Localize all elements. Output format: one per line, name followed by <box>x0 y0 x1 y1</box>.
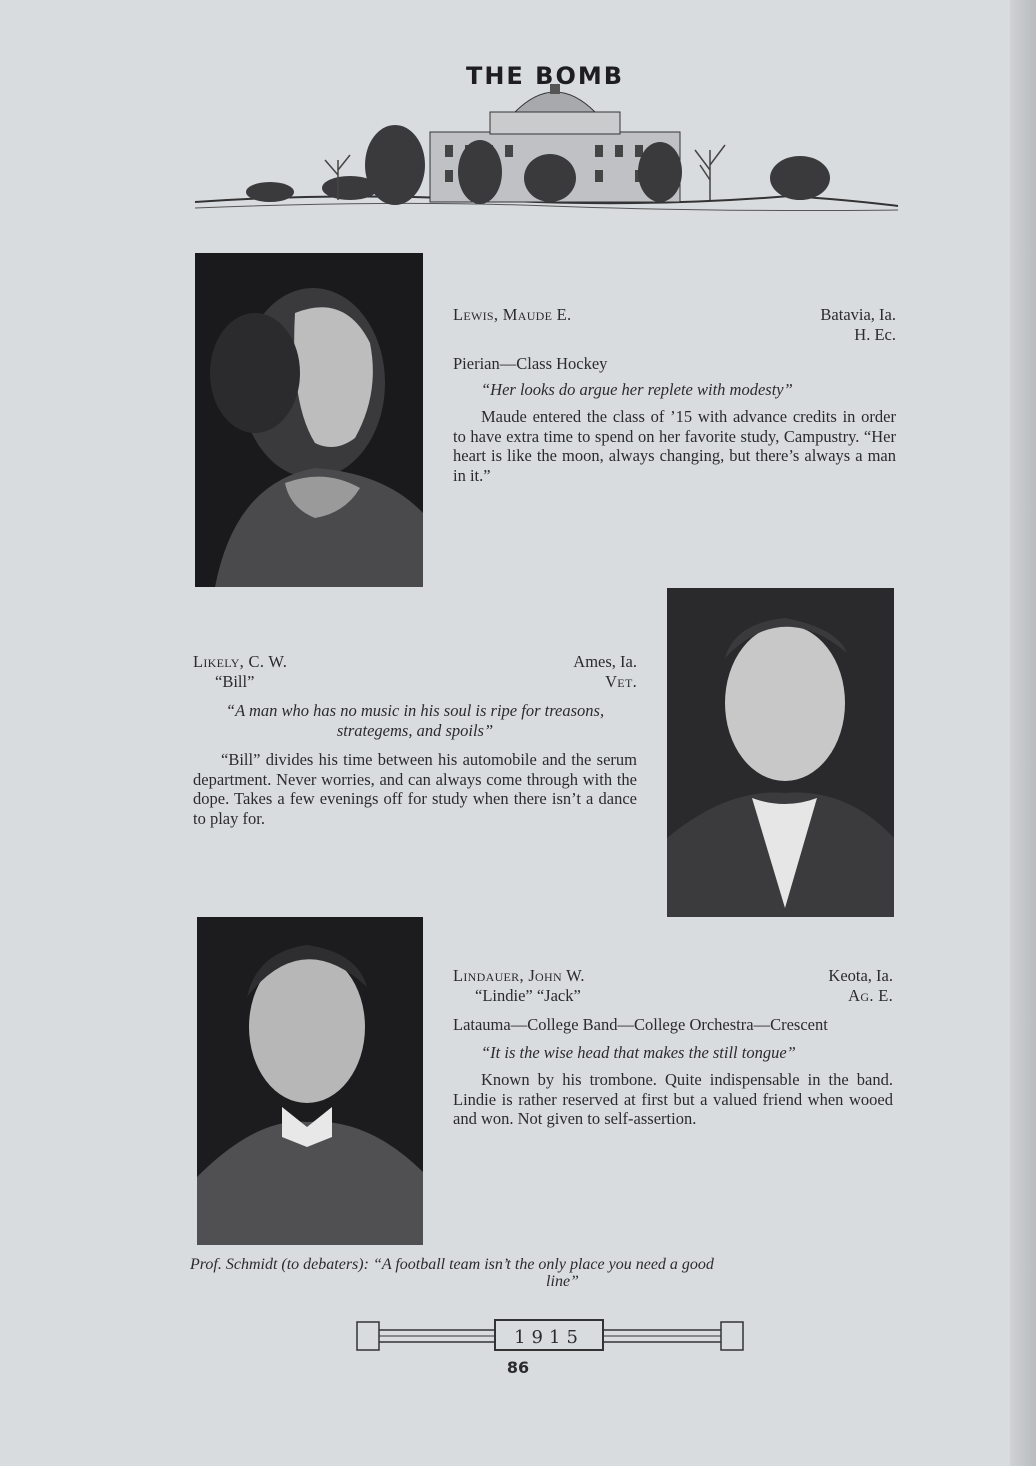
entry-lewis <box>453 305 896 485</box>
footer-ornament <box>355 1318 745 1358</box>
bio: “Bill” divides his time between his automobile and the serum department. Never worries, and can always come through with the dope. Takes a few evenings off for study when there isn’t a dance to play for. <box>193 750 637 828</box>
activities: Pierian—Class Hockey <box>453 354 608 373</box>
footer-banner-graphic <box>355 1318 745 1358</box>
footer-year: 1915 <box>514 1327 584 1348</box>
portrait-lindauer-photo <box>197 917 423 1245</box>
quote: “A man who has no music in his soul is ripe for treasons, strategems, and spoils” <box>225 701 605 740</box>
hometown: Keota, Ia. <box>828 966 893 985</box>
caption-text: “A football team isn’t the only place you need a good <box>372 1256 714 1273</box>
quote: “Her looks do argue her replete with modesty” <box>481 379 793 399</box>
page-caption <box>190 1256 895 1290</box>
page-number: 86 <box>506 1358 530 1377</box>
nickname: “Lindie” “Jack” <box>475 985 581 1005</box>
page-edge-shadow <box>1010 0 1036 1466</box>
caption-speaker: Prof. Schmidt (to debaters): <box>190 1256 369 1273</box>
header-title: THE BOMB <box>465 62 625 90</box>
header-banner <box>190 60 900 220</box>
student-name: Lewis, Maude E. <box>453 305 572 324</box>
nickname: “Bill” <box>215 671 255 691</box>
course: H. Ec. <box>854 324 896 344</box>
bio: Maude entered the class of ’15 with advance credits in order to have extra time to spend on her favorite study, Campustry. “Her heart is like the moon, always changing, but there’s always a man in it.” <box>453 407 896 485</box>
caption-text-continued: line” <box>546 1273 579 1290</box>
entry-likely <box>193 652 637 828</box>
student-name: Likely, C. W. <box>193 652 288 671</box>
entry-lindauer <box>453 966 893 1129</box>
activities: Latauma—College Band—College Orchestra—Crescent <box>453 1015 828 1034</box>
quote: “It is the wise head that makes the still tongue” <box>481 1042 796 1062</box>
course: Ag. E. <box>848 985 893 1005</box>
course: Vet. <box>605 671 637 691</box>
portrait-lewis-photo <box>195 253 423 587</box>
student-name: Lindauer, John W. <box>453 966 585 985</box>
hometown: Batavia, Ia. <box>820 305 896 324</box>
hometown: Ames, Ia. <box>573 652 637 671</box>
portrait-likely-photo <box>667 588 894 917</box>
bio: Known by his trombone. Quite indispensable in the band. Lindie is rather reserved at first but a valued friend when wooed and won. Not given to self-assertion. <box>453 1070 893 1128</box>
